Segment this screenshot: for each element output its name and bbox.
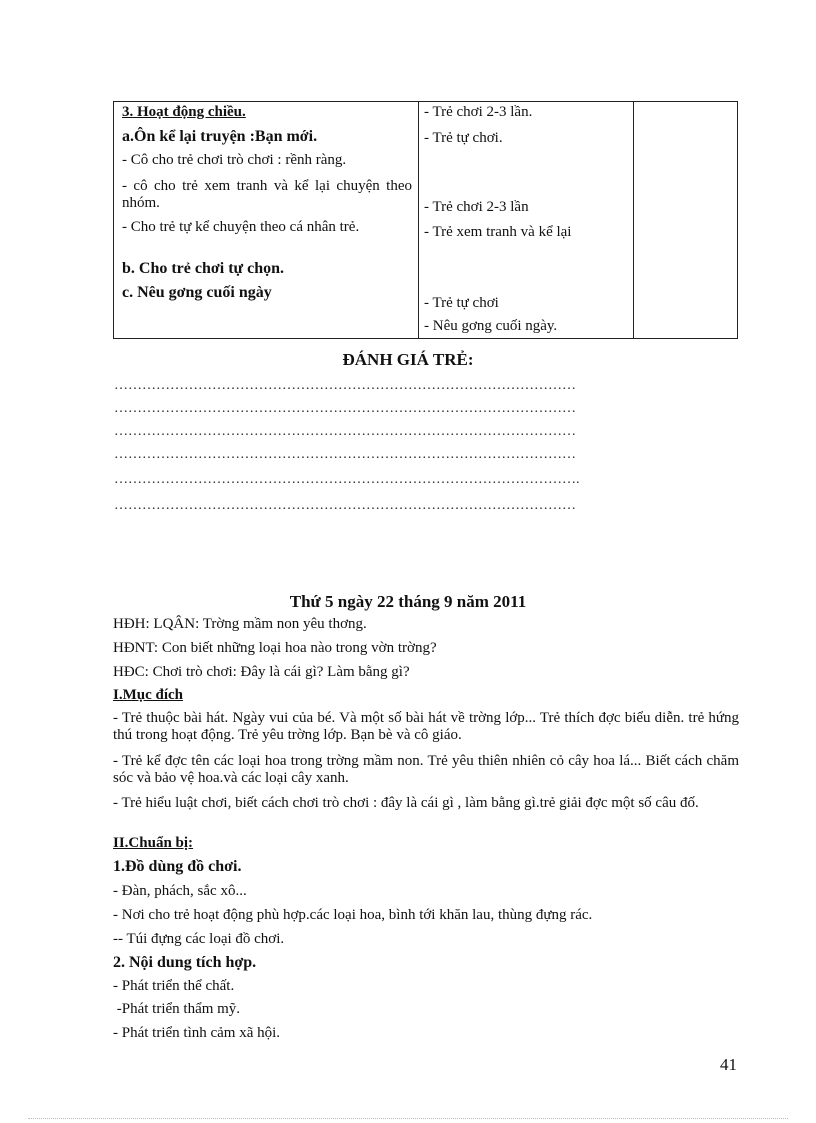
prep-item: - Phát triển tình cảm xã hội. xyxy=(113,1025,281,1041)
table-line: - Trẻ tự chơi xyxy=(424,295,499,311)
prep-title: II.Chuẩn bị: xyxy=(113,835,194,851)
prep-item: -Phát triển thẩm mỹ. xyxy=(113,1001,241,1017)
activity-table xyxy=(113,101,738,339)
table-column-notes xyxy=(634,102,737,338)
table-column-activities xyxy=(114,102,419,338)
dotted-line: ………………………………………………………………………………………. xyxy=(114,472,580,486)
table-line: - cô cho trẻ xem tranh và kể lại chuyện theo nhóm. xyxy=(122,178,412,211)
dotted-line: ……………………………………………………………………………………… xyxy=(114,401,576,415)
page-bottom-divider xyxy=(28,1118,788,1119)
prep-item: -- Túi đựng các loại đồ chơi. xyxy=(113,931,285,947)
table-line: - Nêu gơng cuối ngày. xyxy=(424,318,558,334)
prep-item: - Đàn, phách, sắc xô... xyxy=(113,883,247,899)
dotted-line: ……………………………………………………………………………………… xyxy=(114,424,576,438)
hdnt-line: HĐNT: Con biết những loại hoa nào trong vờn trờng? xyxy=(113,640,437,656)
purpose-title: I.Mục đích xyxy=(113,687,184,703)
sub-heading-a: a.Ôn kể lại truyện :Bạn mới. xyxy=(122,128,318,145)
prep-subheading-1: 1.Đồ dùng đồ chơi. xyxy=(113,858,242,875)
sub-heading-b: b. Cho trẻ chơi tự chọn. xyxy=(122,260,285,277)
purpose-paragraph: - Trẻ hiểu luật chơi, biết cách chơi trò chơi : đây là cái gì , làm bằng gì.trẻ giải đợc một số câu đố. xyxy=(113,795,699,811)
page-number: 41 xyxy=(720,1055,737,1074)
purpose-paragraph: - Trẻ kể đợc tên các loại hoa trong trờng mầm non. Trẻ yêu thiên nhiên cỏ cây hoa lá... Biết cách chăm sóc và bảo vệ hoa.và các loại cây xanh. xyxy=(113,753,739,786)
prep-item: - Phát triển thể chất. xyxy=(113,978,235,994)
table-line: - Cô cho trẻ chơi trò chơi : rềnh ràng. xyxy=(122,152,347,168)
purpose-paragraph: - Trẻ thuộc bài hát. Ngày vui của bé. Và một số bài hát về trờng lớp... Trẻ thích đợc biểu diễn. trẻ hứng thú trong hoạt động. Trẻ yêu trờng lớp. Bạn bè và cô giáo. xyxy=(113,710,739,743)
table-line: - Trẻ chơi 2-3 lần. xyxy=(424,104,533,120)
hdh-line: HĐH: LQÂN: Trờng mầm non yêu thơng. xyxy=(113,616,367,632)
table-line: - Trẻ tự chơi. xyxy=(424,130,503,146)
dotted-line: ……………………………………………………………………………………… xyxy=(114,447,576,461)
section-title: 3. Hoạt động chiều. xyxy=(122,104,246,120)
table-line: - Trẻ chơi 2-3 lần xyxy=(424,199,529,215)
table-column-children xyxy=(419,102,634,338)
table-line: - Cho trẻ tự kể chuyện theo cá nhân trẻ. xyxy=(122,219,360,235)
prep-item: - Nơi cho trẻ hoạt động phù hợp.các loại hoa, bình tới khăn lau, thùng đựng rác. xyxy=(113,907,593,923)
prep-subheading-2: 2. Nội dung tích hợp. xyxy=(113,954,257,971)
hdc-line: HĐC: Chơi trò chơi: Đây là cái gì? Làm bằng gì? xyxy=(113,664,410,680)
table-line: - Trẻ xem tranh và kể lại xyxy=(424,224,572,240)
dotted-line: ……………………………………………………………………………………… xyxy=(114,378,576,392)
day-title: Thứ 5 ngày 22 tháng 9 năm 2011 xyxy=(289,592,527,611)
evaluation-title: ĐÁNH GIÁ TRẺ: xyxy=(342,350,474,369)
dotted-line: ……………………………………………………………………………………… xyxy=(114,498,576,512)
sub-heading-c: c. Nêu gơng cuối ngày xyxy=(122,284,272,301)
